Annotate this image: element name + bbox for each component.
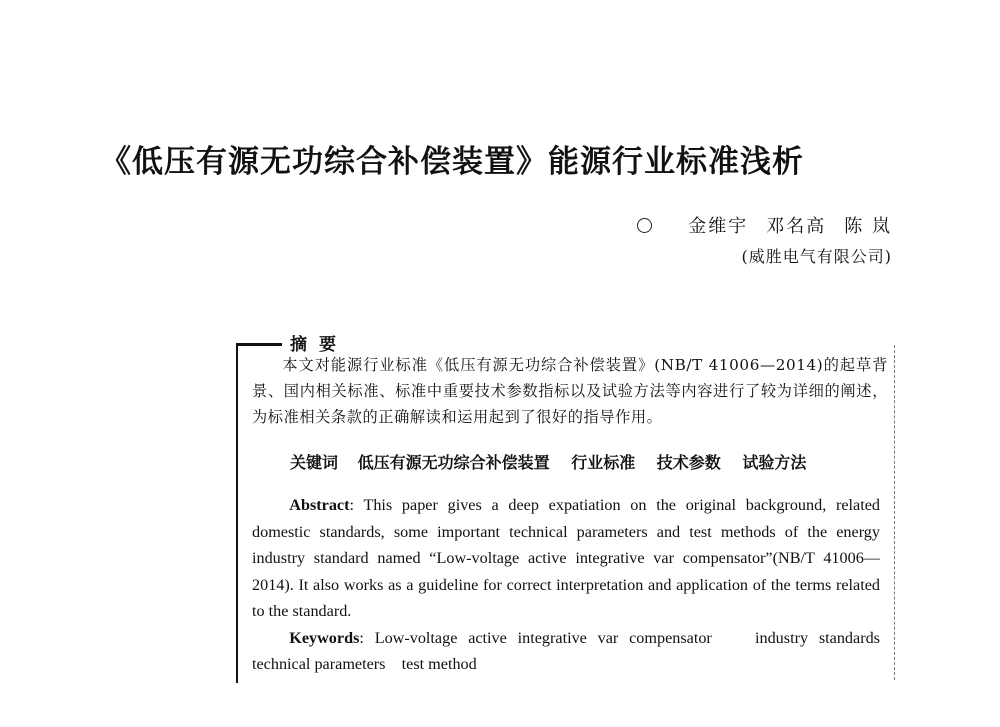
keywords-en-separator: :	[359, 628, 375, 647]
author-name: 邓名高	[766, 216, 827, 237]
keyword-cn-item: 技术参数	[656, 453, 721, 472]
keywords-en-label: Keywords	[289, 628, 360, 647]
keywords-cn-label: 关键词	[290, 453, 339, 472]
keywords-en-paragraph	[252, 625, 897, 678]
abstract-frame-left	[236, 343, 238, 683]
abstract-en-text: This paper gives a deep expatiation on the original background, related domestic standards, some important technical parameters and test methods of the energy industry standard named “Low-voltage active integrative var compensator”(NB/T 41006—2014). It also works as a guideline for correct interpretation and application of the terms related to the standard.	[252, 496, 880, 620]
author-name: 陈 岚	[844, 216, 892, 237]
abstract-en-separator: :	[349, 496, 364, 514]
abstract-en-label: Abstract	[289, 496, 350, 514]
keywords-en-text: Low-voltage active integrative var compensator industry standards technical parameters test method	[252, 628, 897, 673]
keyword-cn-item: 试验方法	[742, 453, 807, 472]
affiliation: (威胜电气有限公司)	[741, 247, 892, 266]
author-name: 金维宇	[688, 216, 749, 237]
abstract-en-paragraph	[252, 492, 880, 625]
keyword-cn-item: 行业标准	[571, 453, 636, 472]
abstract-cn	[252, 352, 888, 430]
abstract-frame-top	[236, 343, 282, 346]
abstract-en	[252, 492, 897, 678]
paper-title: 《低压有源无功综合补偿装置》能源行业标准浅析	[100, 144, 804, 180]
author-line	[637, 214, 892, 240]
abstract-cn-heading: 摘要	[290, 335, 348, 355]
keywords-cn	[290, 450, 890, 473]
keyword-cn-item: 低压有源无功综合补偿装置	[357, 453, 550, 472]
author-marker-icon	[637, 218, 652, 233]
abstract-cn-text: 本文对能源行业标准《低压有源无功综合补偿装置》(NB/T 41006—2014)的起草背景、国内相关标准、标准中重要技术参数指标以及试验方法等内容进行了较为详细的阐述，为标准相关条款的正确解读和运用起到了很好的指导作用。	[252, 356, 888, 426]
